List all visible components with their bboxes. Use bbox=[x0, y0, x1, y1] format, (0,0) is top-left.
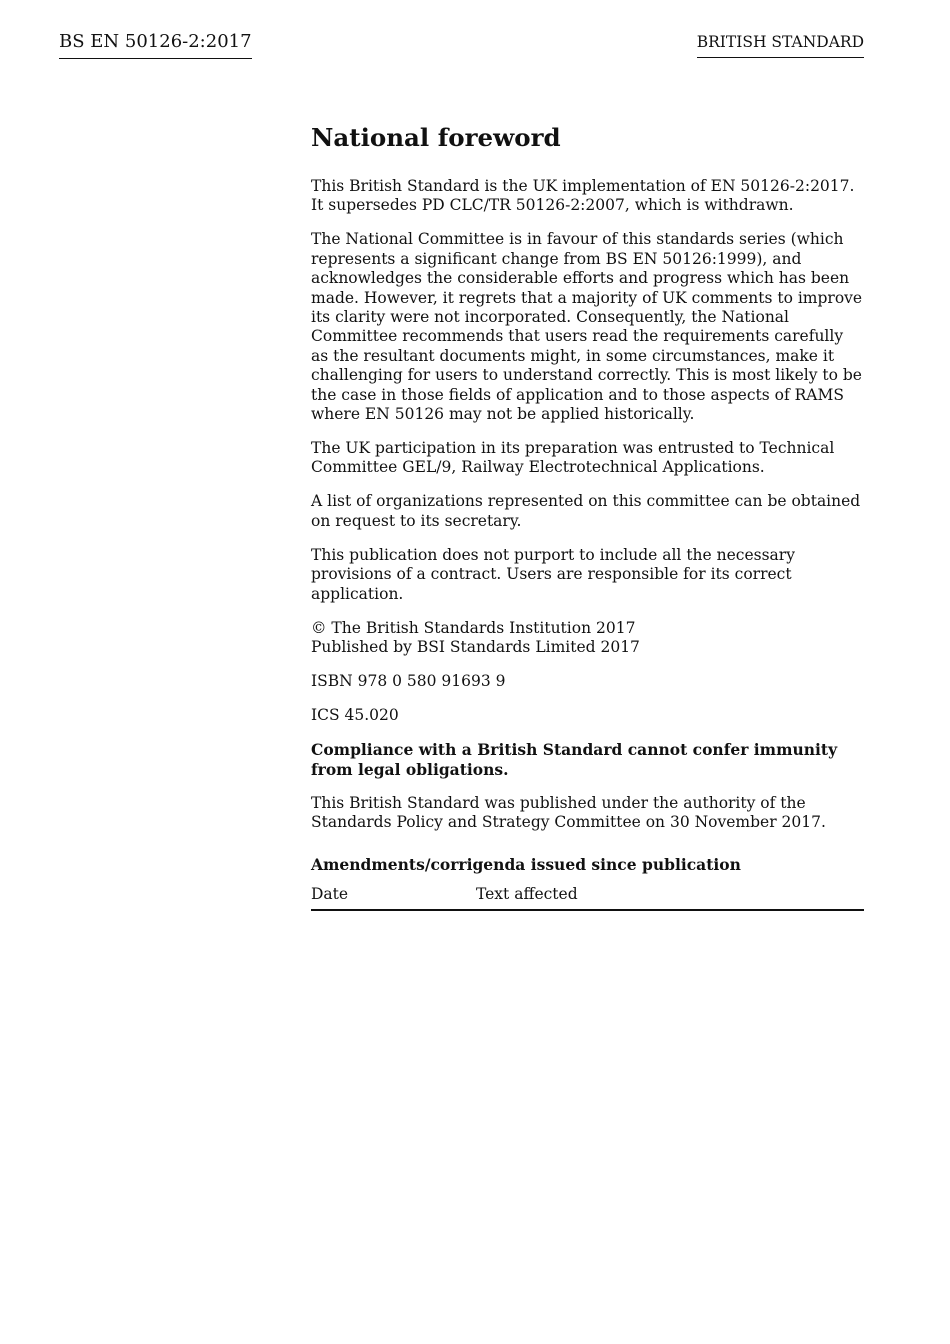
paragraph-committee-view: The National Committee is in favour of this standards series (which represents a significant change from BS EN 50126:1999), and acknowledges the considerable efforts and progress which has been made. However, it regrets that a majority of UK comments to improve its clarity were not incorporated. Consequently, the National Committee recommends that users read the requirements carefully as the resultant documents might, in some circumstances, make it challenging for users to understand correctly. This is most likely to be the case in those fields of application and to those aspects of RAMS where EN 50126 may not be applied historically. bbox=[311, 230, 863, 424]
national-foreword-section bbox=[311, 123, 864, 911]
amendments-column-date: Date bbox=[311, 884, 349, 903]
published-line: Published by BSI Standards Limited 2017 bbox=[311, 638, 640, 657]
isbn: ISBN 978 0 580 91693 9 bbox=[311, 672, 506, 691]
copyright-line: © The British Standards Institution 2017 bbox=[311, 618, 636, 637]
authority-statement: This British Standard was published under the authority of the Standards Policy and Strategy Committee on 30 November 2017. bbox=[311, 793, 826, 831]
paragraph-implementation: This British Standard is the UK implementation of EN 50126-2:2017. It supersedes PD CLC/TR 50126-2:2007, which is withdrawn. bbox=[311, 177, 855, 215]
amendments-title: Amendments/corrigenda issued since publication bbox=[311, 855, 741, 875]
amendments-table-header bbox=[311, 885, 864, 911]
paragraph-organizations: A list of organizations represented on this committee can be obtained on request to its secretary. bbox=[311, 492, 861, 530]
ics-code: ICS 45.020 bbox=[311, 706, 399, 725]
document-type: BRITISH STANDARD bbox=[697, 32, 864, 58]
page-title: National foreword bbox=[311, 123, 561, 152]
document-id: BS EN 50126-2:2017 bbox=[59, 31, 252, 59]
amendments-column-text-affected: Text affected bbox=[476, 884, 578, 903]
compliance-notice: Compliance with a British Standard cannot confer immunity from legal obligations. bbox=[311, 740, 838, 779]
paragraph-provisions: This publication does not purport to include all the necessary provisions of a contract. Users are responsible for its correct application. bbox=[311, 545, 795, 603]
paragraph-participation: The UK participation in its preparation was entrusted to Technical Committee GEL/9, Railway Electrotechnical Applications. bbox=[311, 439, 835, 477]
copyright-block bbox=[311, 619, 864, 658]
